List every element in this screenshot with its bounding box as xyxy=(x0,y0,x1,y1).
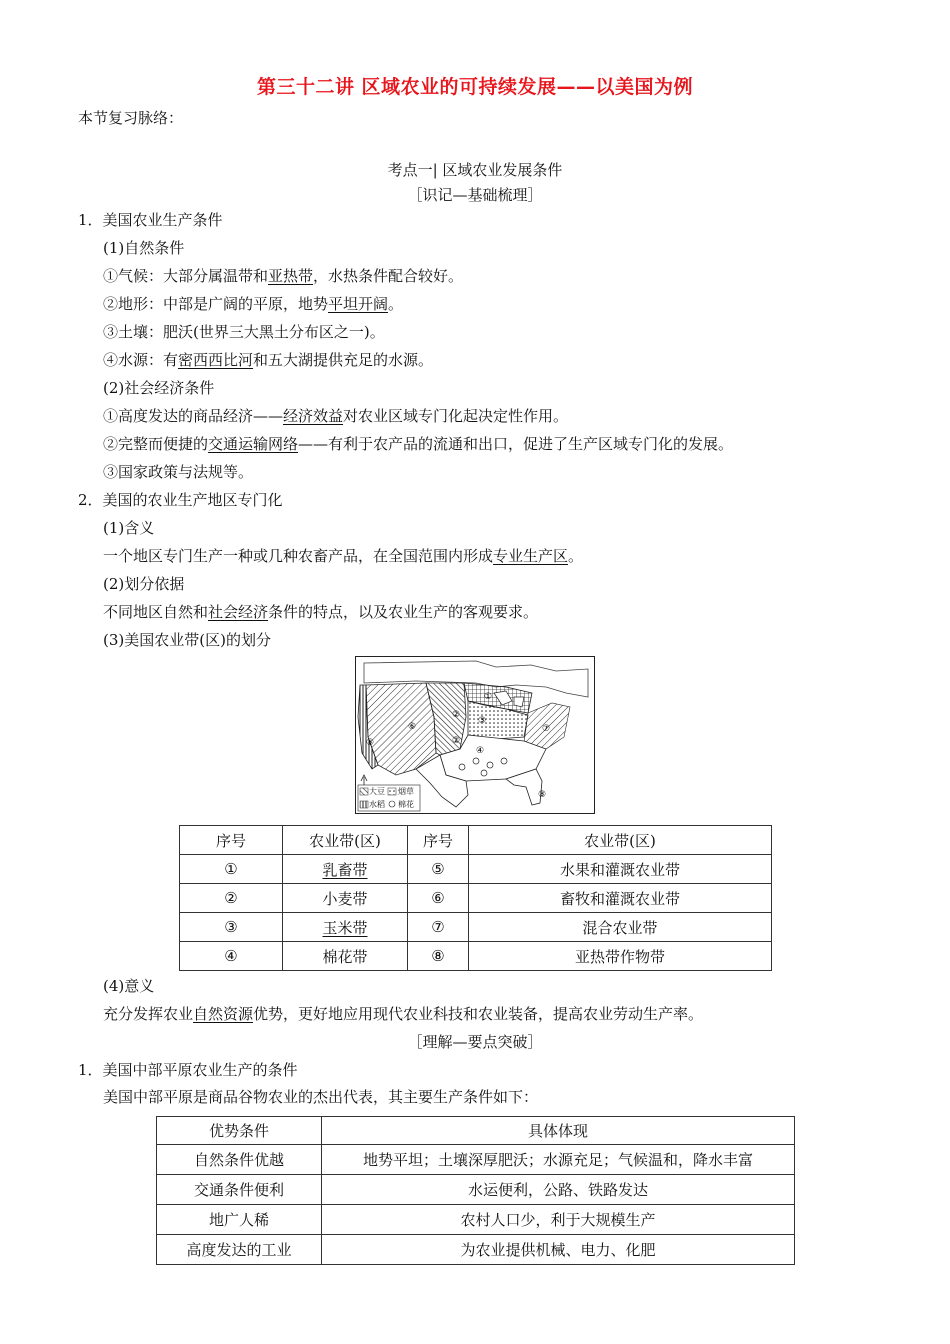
meaning-heading: (1)含义 xyxy=(103,519,155,537)
svg-text:②: ② xyxy=(452,710,461,720)
table-cell: 交通条件便利 xyxy=(157,1175,322,1205)
header-cell: 农业带(区) xyxy=(469,826,772,855)
table-row xyxy=(157,1145,795,1175)
header-cell: 具体体现 xyxy=(322,1117,795,1145)
transport-line: ②完整而便捷的交通运输网络——有利于农产品的流通和出口，促进了生产区域专门化的发展。 xyxy=(103,435,734,453)
basis-text: 不同地区自然和社会经济条件的特点，以及农业生产的客观要求。 xyxy=(103,603,539,621)
svg-text:②: ② xyxy=(452,736,461,746)
table-cell: 亚热带作物带 xyxy=(469,942,772,971)
table-cell: 为农业提供机械、电力、化肥 xyxy=(322,1235,795,1265)
conditions-table xyxy=(156,1116,795,1265)
table-row xyxy=(180,884,772,913)
svg-text:⑥: ⑥ xyxy=(408,722,417,732)
table-cell: 棉花带 xyxy=(283,942,408,971)
table-cell: ⑦ xyxy=(408,913,469,942)
heading-conditions: 1．美国农业生产条件 xyxy=(78,211,223,229)
page-title: 第三十二讲 区域农业的可持续发展——以美国为例 xyxy=(256,76,694,98)
us-agriculture-map xyxy=(355,656,595,814)
belts-heading: (3)美国农业带(区)的划分 xyxy=(103,631,271,649)
header-cell: 序号 xyxy=(408,826,469,855)
table-row xyxy=(157,1235,795,1265)
table-cell: 自然条件优越 xyxy=(157,1145,322,1175)
significance-heading: (4)意义 xyxy=(103,977,155,995)
climate-line: ①气候：大部分属温带和亚热带，水热条件配合较好。 xyxy=(103,267,464,285)
table-cell: 小麦带 xyxy=(283,884,408,913)
table-cell: 乳畜带 xyxy=(283,855,408,884)
table-row xyxy=(157,1205,795,1235)
understand-subheading: ［理解—要点突破］ xyxy=(407,1033,543,1051)
table-cell: 水果和灌溉农业带 xyxy=(469,855,772,884)
social-heading: (2)社会经济条件 xyxy=(103,379,215,397)
table-cell: ① xyxy=(180,855,283,884)
economy-line: ①高度发达的商品经济——经济效益对农业区域专门化起决定性作用。 xyxy=(103,407,569,425)
header-cell: 序号 xyxy=(180,826,283,855)
table-row xyxy=(180,942,772,971)
table-row xyxy=(180,855,772,884)
water-line: ④水源：有密西西比河和五大湖提供充足的水源。 xyxy=(103,351,434,369)
belts-table xyxy=(179,825,772,971)
table-cell: ⑤ xyxy=(408,855,469,884)
soil-line: ③土壤：肥沃(世界三大黑土分布区之一)。 xyxy=(103,323,385,341)
table-cell: 地势平坦；土壤深厚肥沃；水源充足；气候温和，降水丰富 xyxy=(322,1145,795,1175)
map-graphic xyxy=(356,657,594,813)
policy-line: ③国家政策与法规等。 xyxy=(103,463,254,481)
table-cell: 玉米带 xyxy=(283,913,408,942)
table-cell: 农村人口少，利于大规模生产 xyxy=(322,1205,795,1235)
table-cell: ③ xyxy=(180,913,283,942)
legend-tobacco: 烟草 xyxy=(398,787,414,796)
header-cell: 优势条件 xyxy=(157,1117,322,1145)
section-subheading: ［识记—基础梳理］ xyxy=(407,186,543,204)
legend-soybean: 大豆 xyxy=(369,787,385,796)
table-row xyxy=(157,1175,795,1205)
table-header-row xyxy=(180,826,772,855)
natural-heading: (1)自然条件 xyxy=(103,239,185,257)
table-cell: 水运便利，公路、铁路发达 xyxy=(322,1175,795,1205)
table-cell: ④ xyxy=(180,942,283,971)
terrain-line: ②地形：中部是广阔的平原，地势平坦开阔。 xyxy=(103,295,404,313)
basis-heading: (2)划分依据 xyxy=(103,575,185,593)
svg-text:⑤: ⑤ xyxy=(366,738,375,748)
svg-text:④: ④ xyxy=(476,746,485,756)
intro-text: 本节复习脉络： xyxy=(78,109,184,127)
legend-cotton: 棉花 xyxy=(398,800,414,809)
table-header-row xyxy=(157,1117,795,1145)
table-cell: 地广人稀 xyxy=(157,1205,322,1235)
table-cell: ② xyxy=(180,884,283,913)
table-cell: ⑧ xyxy=(408,942,469,971)
legend-rice: 水稻 xyxy=(369,800,385,809)
section-heading: 考点一| 区域农业发展条件 xyxy=(387,161,563,179)
svg-text:⑦: ⑦ xyxy=(542,724,551,734)
heading-central-plains: 1．美国中部平原农业生产的条件 xyxy=(78,1061,298,1079)
meaning-text: 一个地区专门生产一种或几种农畜产品，在全国范围内形成专业生产区。 xyxy=(103,547,584,565)
svg-text:⑧: ⑧ xyxy=(538,790,547,800)
heading-specialization: 2．美国的农业生产地区专门化 xyxy=(78,491,283,509)
header-cell: 农业带(区) xyxy=(283,826,408,855)
table-row xyxy=(180,913,772,942)
central-plains-intro: 美国中部平原是商品谷物农业的杰出代表，其主要生产条件如下： xyxy=(103,1088,539,1106)
table-cell: 畜牧和灌溉农业带 xyxy=(469,884,772,913)
svg-text:③: ③ xyxy=(478,716,487,726)
table-cell: ⑥ xyxy=(408,884,469,913)
table-cell: 混合农业带 xyxy=(469,913,772,942)
svg-text:①: ① xyxy=(484,692,493,702)
significance-text: 充分发挥农业自然资源优势，更好地应用现代农业科技和农业装备，提高农业劳动生产率。 xyxy=(103,1005,704,1023)
table-cell: 高度发达的工业 xyxy=(157,1235,322,1265)
